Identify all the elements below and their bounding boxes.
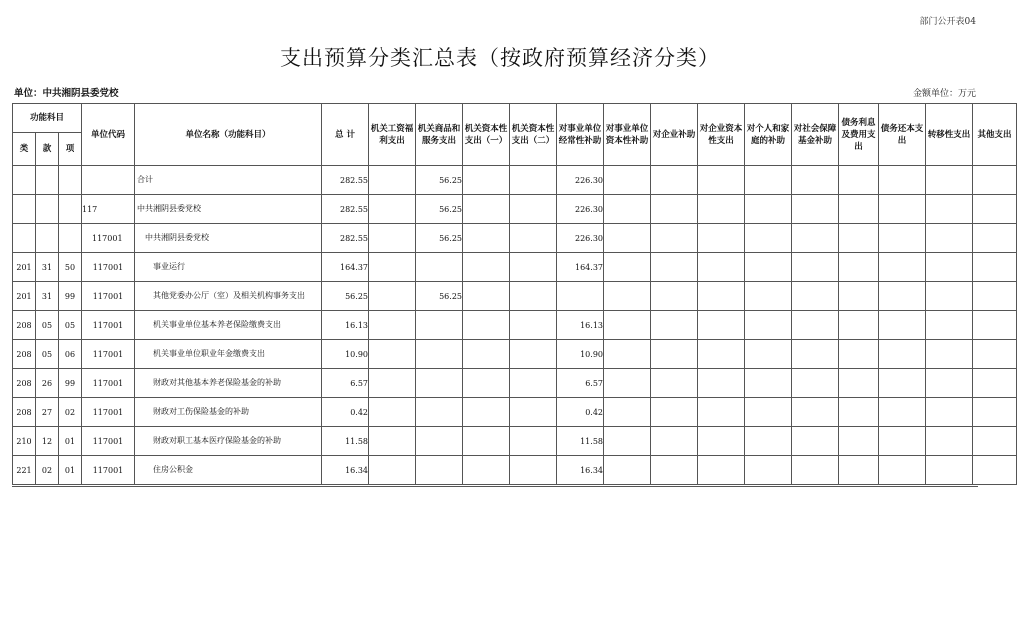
table-row: 208 26 99 117001 财政对其他基本养老保险基金的补助 6.57 6.57 — [13, 369, 1017, 398]
header-col: 对企业补助 — [651, 104, 698, 166]
row-name: 合计 — [135, 166, 322, 195]
row-name: 机关事业单位基本养老保险缴费支出 — [135, 311, 322, 340]
header-unit-name: 单位名称（功能科目） — [135, 104, 322, 166]
table-row: 208 05 05 117001 机关事业单位基本养老保险缴费支出 16.13 16.13 — [13, 311, 1017, 340]
header-col: 对事业单位经常性补助 — [557, 104, 604, 166]
row-name: 中共湘阴县委党校 — [135, 224, 322, 253]
header-col: 转移性支出 — [926, 104, 973, 166]
table-row: 117001 中共湘阴县委党校 282.55 56.25 226.30 — [13, 224, 1017, 253]
row-name: 财政对工伤保险基金的补助 — [135, 398, 322, 427]
header-kuan: 款 — [36, 133, 59, 166]
row-name: 机关事业单位职业年金缴费支出 — [135, 340, 322, 369]
table-row: 201 31 50 117001 事业运行 164.37 164.37 — [13, 253, 1017, 282]
form-number: 部门公开表04 — [919, 17, 976, 27]
row-name: 住房公积金 — [135, 456, 322, 485]
table-row: 210 12 01 117001 财政对职工基本医疗保险基金的补助 11.58 11.58 — [13, 427, 1017, 456]
header-lei: 类 — [13, 133, 36, 166]
table-row: 208 27 02 117001 财政对工伤保险基金的补助 0.42 0.42 — [13, 398, 1017, 427]
header-col: 对事业单位资本性补助 — [604, 104, 651, 166]
header-func-group: 功能科目 — [13, 104, 82, 133]
header-col: 对企业资本性支出 — [698, 104, 745, 166]
header-unit-code: 单位代码 — [82, 104, 135, 166]
header-col: 其他支出 — [973, 104, 1017, 166]
header-col: 机关商品和服务支出 — [416, 104, 463, 166]
table-row: 208 05 06 117001 机关事业单位职业年金缴费支出 10.90 10.90 — [13, 340, 1017, 369]
header-col: 对社会保障基金补助 — [792, 104, 839, 166]
header-col: 机关工资福利支出 — [369, 104, 416, 166]
header-xiang: 项 — [59, 133, 82, 166]
table-row: 221 02 01 117001 住房公积金 16.34 16.34 — [13, 456, 1017, 485]
header-col: 债务利息及费用支出 — [839, 104, 879, 166]
header-col: 对个人和家庭的补助 — [745, 104, 792, 166]
page-title: 支出预算分类汇总表（按政府预算经济分类） — [280, 46, 720, 70]
amount-unit: 金额单位：万元 — [912, 89, 976, 99]
table-row: 117 中共湘阴县委党校 282.55 56.25 226.30 — [13, 195, 1017, 224]
unit-label: 单位：中共湘阴县委党校 — [14, 88, 119, 99]
row-name: 财政对其他基本养老保险基金的补助 — [135, 369, 322, 398]
budget-table — [12, 103, 1017, 485]
header-col: 机关资本性支出（一） — [463, 104, 510, 166]
header-col: 机关资本性支出（二） — [510, 104, 557, 166]
header-total: 总 计 — [322, 104, 369, 166]
row-name: 事业运行 — [135, 253, 322, 282]
header-col: 债务还本支出 — [879, 104, 926, 166]
table-row: 201 31 99 117001 其他党委办公厅（室）及相关机构事务支出 56.25 56.25 — [13, 282, 1017, 311]
row-name: 中共湘阴县委党校 — [135, 195, 322, 224]
table-row: 合计 282.55 56.25 226.30 — [13, 166, 1017, 195]
table-bottom-rule — [12, 486, 978, 487]
row-name: 其他党委办公厅（室）及相关机构事务支出 — [135, 282, 322, 311]
row-name: 财政对职工基本医疗保险基金的补助 — [135, 427, 322, 456]
